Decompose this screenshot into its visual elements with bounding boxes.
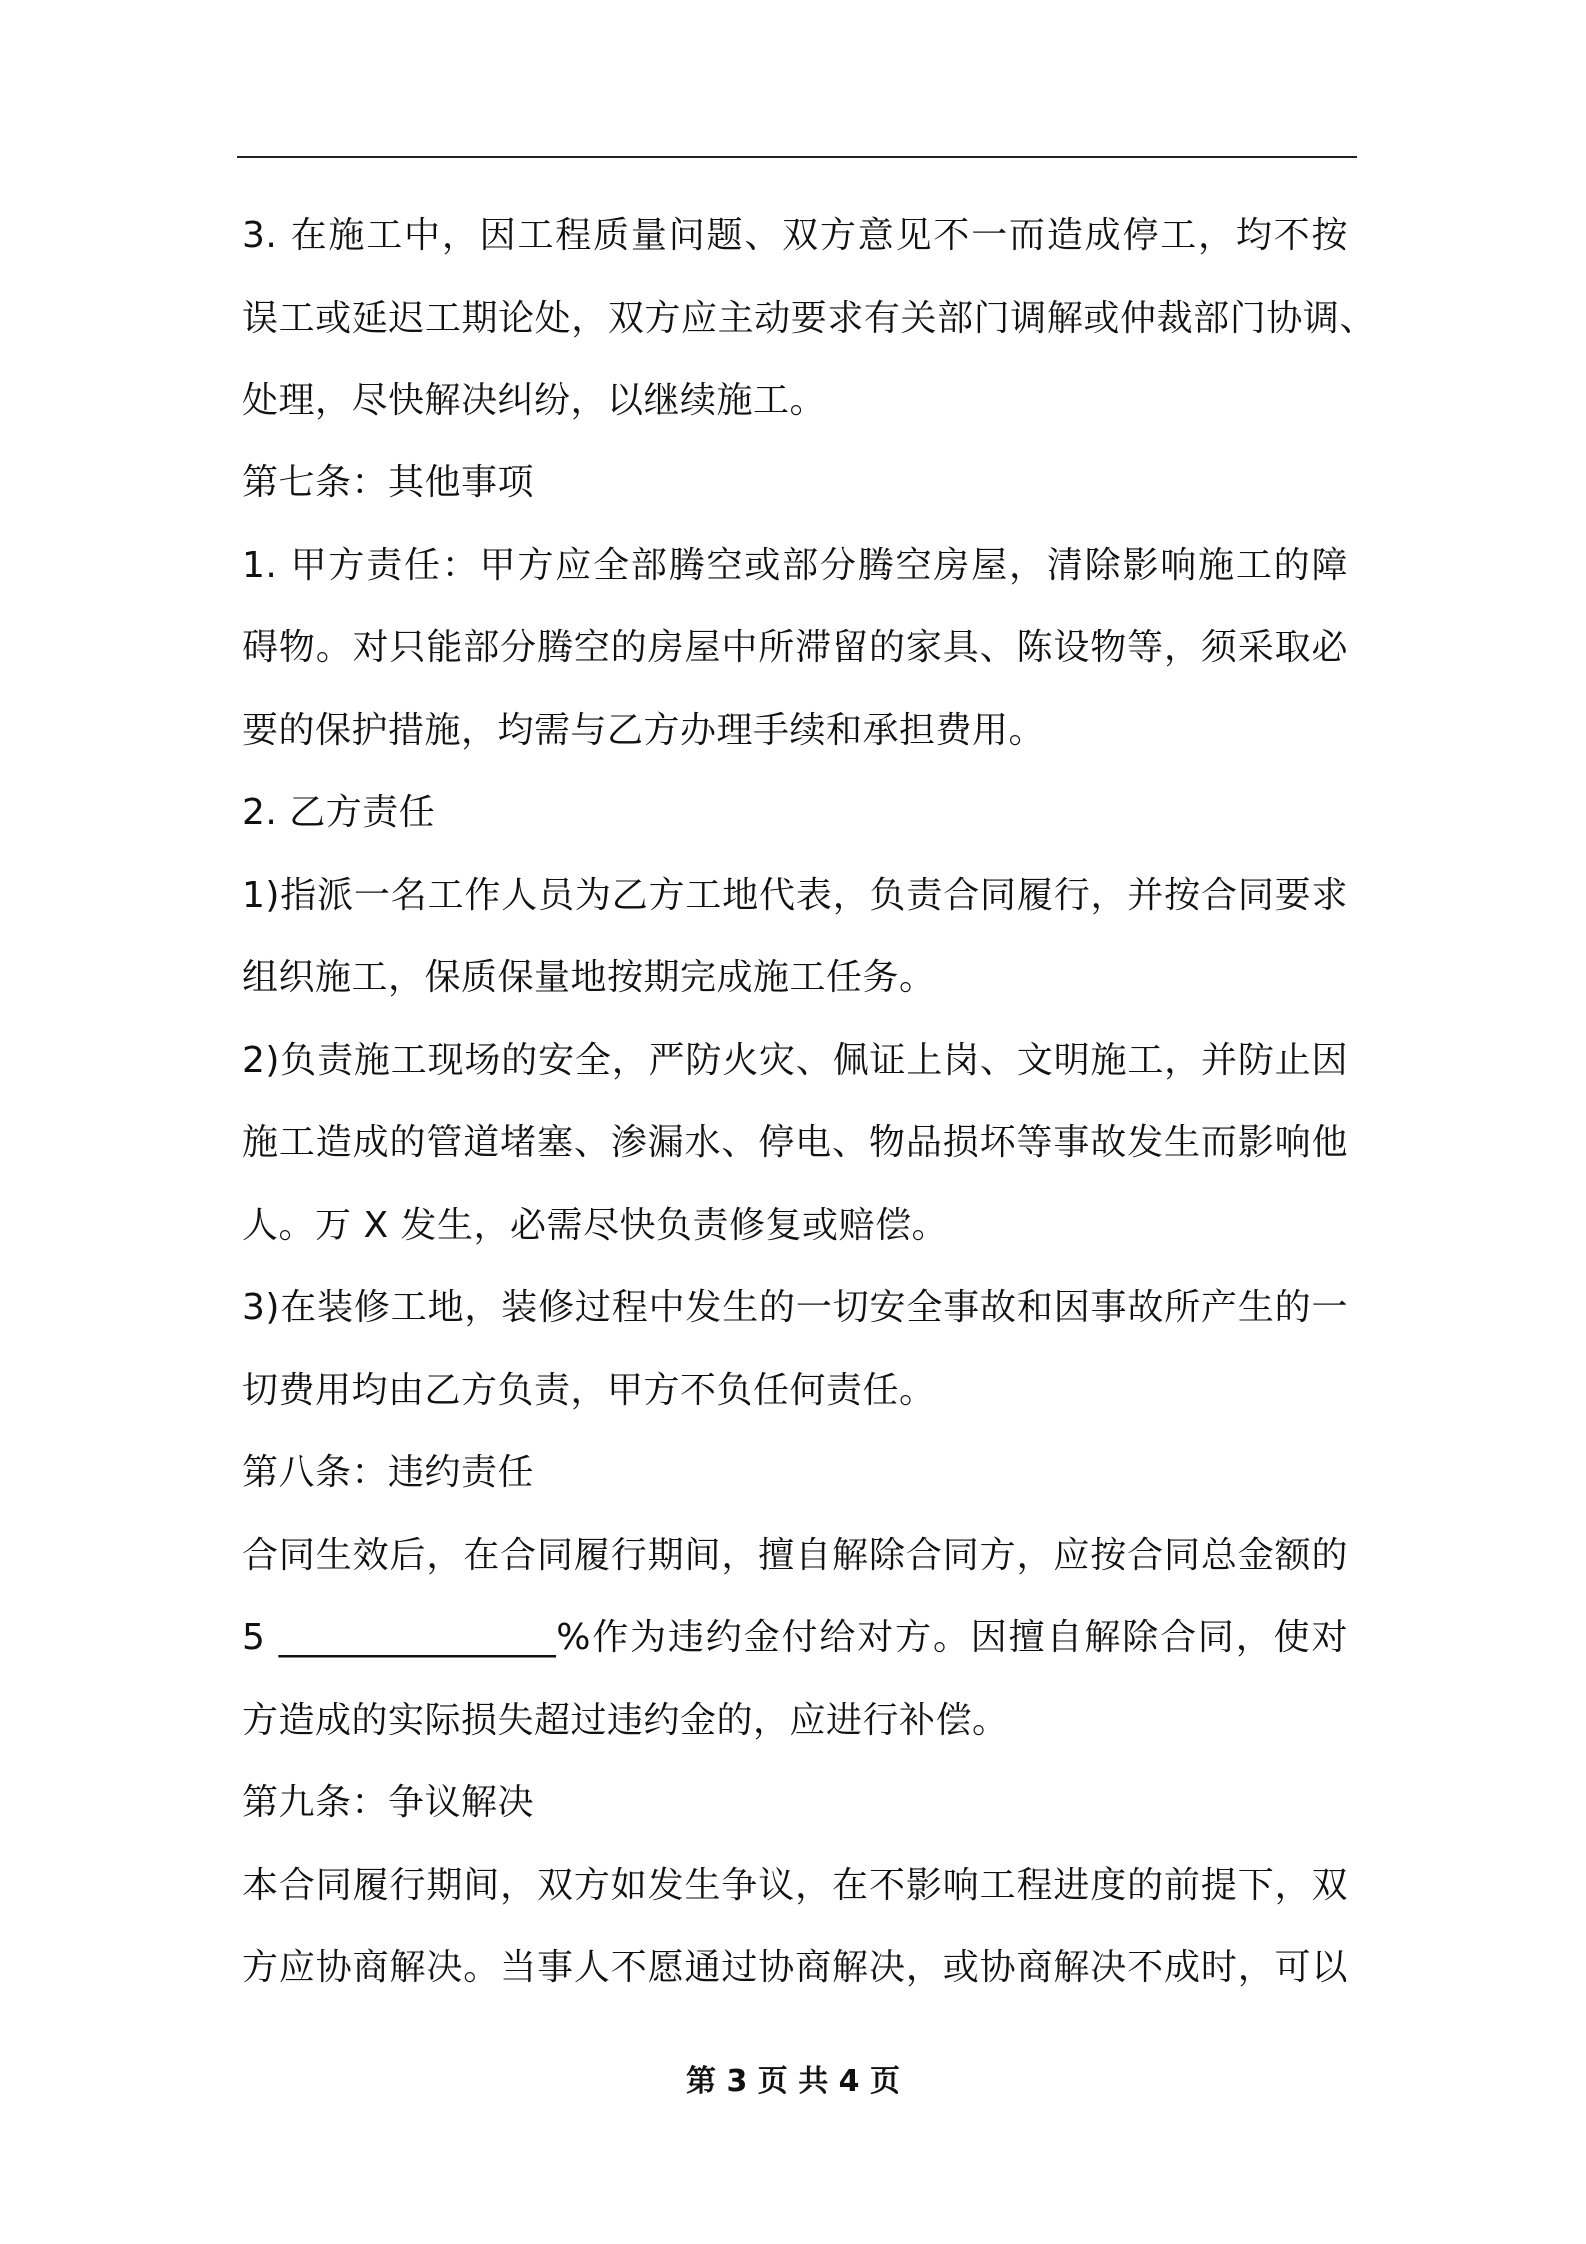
paragraph-line: 2. 乙方责任 <box>242 792 436 833</box>
paragraph-line: 碍物。对只能部分腾空的房屋中所滞留的家具、陈设物等，须采取必 <box>242 627 1348 668</box>
paragraph-line: 3)在装修工地，装修过程中发生的一切安全事故和因事故所产生的一 <box>242 1287 1348 1328</box>
paragraph-line: 误工或延迟工期论处，双方应主动要求有关部门调解或仲裁部门协调、 <box>242 298 1376 339</box>
section-heading: 第八条：违约责任 <box>242 1452 535 1493</box>
paragraph-line: 施工造成的管道堵塞、渗漏水、停电、物品损坏等事故发生而影响他 <box>242 1122 1348 1163</box>
paragraph-line: 处理，尽快解决纠纷，以继续施工。 <box>242 380 827 421</box>
header-rule <box>237 156 1357 158</box>
paragraph-line: 组织施工，保质保量地按期完成施工任务。 <box>242 957 936 998</box>
paragraph-line: 人。万 X 发生，必需尽快负责修复或赔偿。 <box>242 1205 949 1246</box>
paragraph-line: 2)负责施工现场的安全，严防火灾、佩证上岗、文明施工，并防止因 <box>242 1040 1348 1081</box>
paragraph-line: 1)指派一名工作人员为乙方工地代表，负责合同履行，并按合同要求 <box>242 875 1348 916</box>
paragraph-line: 1. 甲方责任：甲方应全部腾空或部分腾空房屋，清除影响施工的障 <box>242 545 1348 586</box>
section-heading: 第九条：争议解决 <box>242 1782 535 1823</box>
paragraph-line: 本合同履行期间，双方如发生争议，在不影响工程进度的前提下，双 <box>242 1865 1348 1906</box>
page-number-footer: 第 3 页 共 4 页 <box>686 2064 900 2099</box>
section-heading: 第七条：其他事项 <box>242 462 535 503</box>
paragraph-line: 方造成的实际损失超过违约金的，应进行补偿。 <box>242 1700 1009 1741</box>
paragraph-line: 切费用均由乙方负责，甲方不负任何责任。 <box>242 1370 936 1411</box>
paragraph-line: 要的保护措施，均需与乙方办理手续和承担费用。 <box>242 710 1046 751</box>
paragraph-line: 3. 在施工中，因工程质量问题、双方意见不一而造成停工，均不按 <box>242 215 1348 256</box>
paragraph-line: 方应协商解决。当事人不愿通过协商解决，或协商解决不成时，可以 <box>242 1947 1348 1988</box>
paragraph-line: 5 _______________%作为违约金付给对方。因擅自解除合同，使对 <box>242 1617 1348 1658</box>
paragraph-line: 合同生效后，在合同履行期间，擅自解除合同方，应按合同总金额的 <box>242 1535 1348 1576</box>
